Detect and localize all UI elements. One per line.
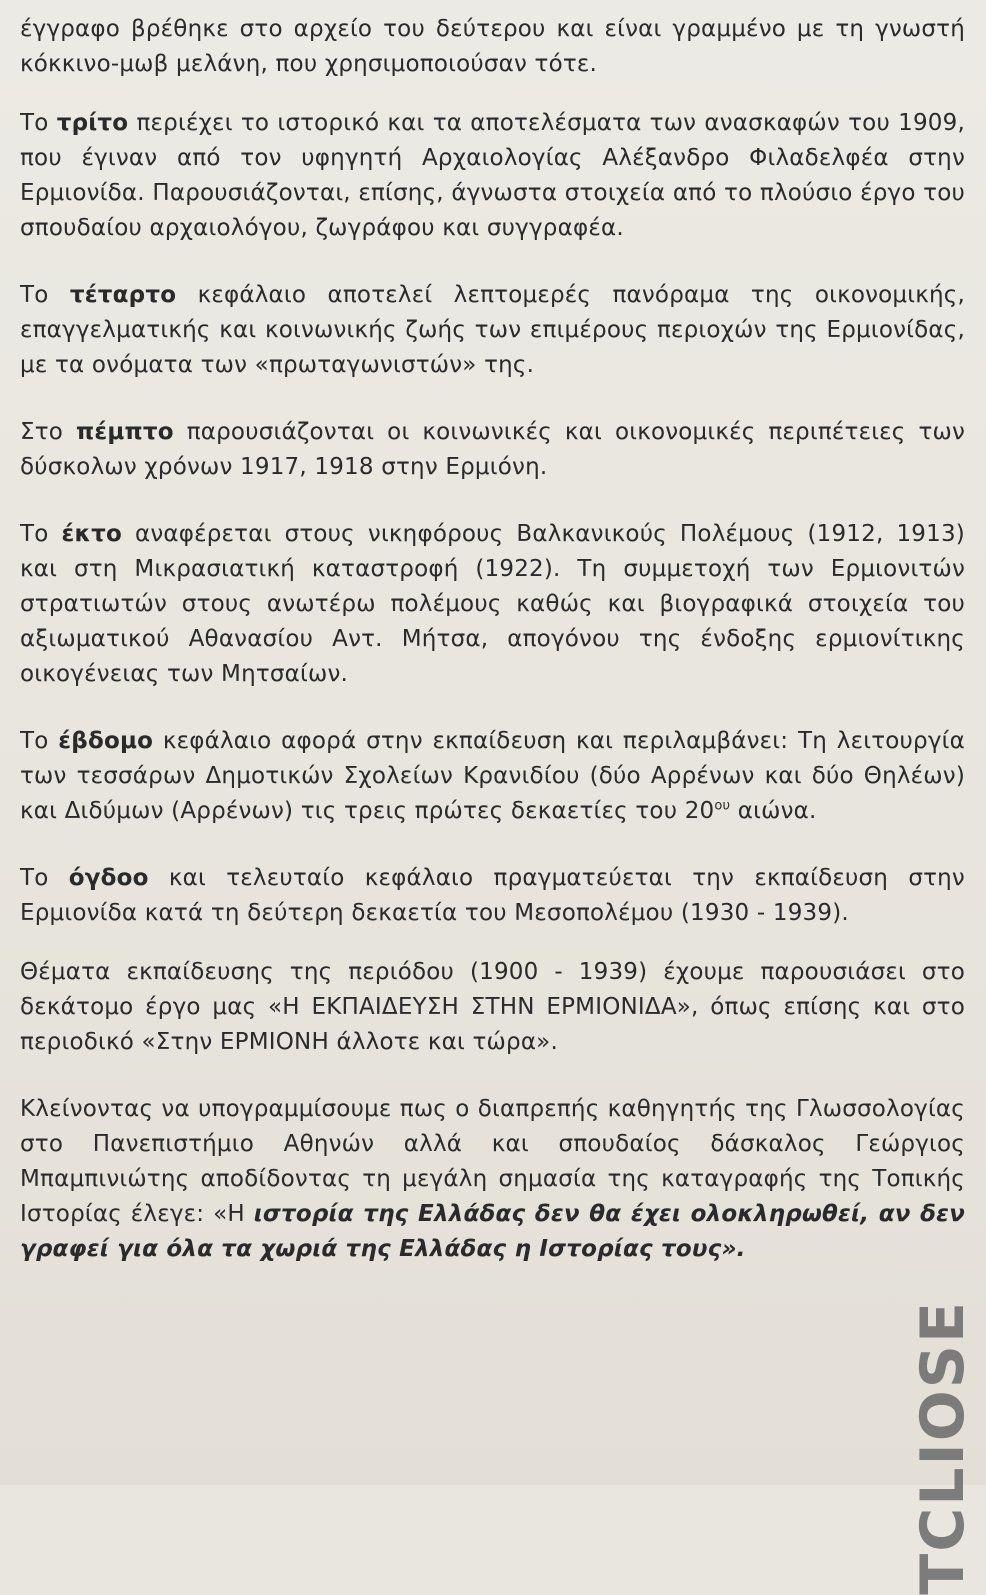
paragraph-fifth-chapter [20,415,965,485]
paragraph-third-chapter [20,106,965,246]
paragraph-prefix: Το [20,282,70,308]
paragraph-0: έγγραφο βρέθηκε στο αρχείο του δεύτερου και είναι γραμμένο με τη γνωστή κόκκινο-μωβ μελάνη, που χρησιμοποιούσαν τότε. [20,16,965,77]
paragraph-education-topics: Θέματα εκπαίδευσης της περιόδου (1900 - 1939) έχουμε παρουσιάσει στο δεκάτομο έργο μας «Η ΕΚΠΑΙΔΕΥΣΗ ΣΤΗΝ ΕΡΜΙΟΝΙΔΑ», όπως επίσης και στο περιοδικό «Στην ΕΡΜΙΟΝΗ άλλοτε και τώρα». [20,959,965,1055]
watermark-logo: TCLIOSE [908,1300,978,1595]
paragraph-body: περιέχει το ιστορικό και τα αποτελέσματα των ανασκαφών του 1909, που έγιναν από τον υφηγητή Αρχαιολογίας Αλέξανδρο Φιλαδελφέα στην Ερμιονίδα. Παρουσιάζονται, επίσης, άγνωστα στοιχεία από το πλούσιο έργο του σπουδαίου αρχαιολόγου, ζωγράφου και συγγραφέα. [20,110,965,241]
chapter-ordinal: έκτο [61,521,122,547]
paragraph-body: κεφάλαιο αποτελεί λεπτομερές πανόραμα της οικονομικής, επαγγελματικής και κοινωνικής ζωής των επιμέρους περιοχών της Ερμιονίδας, με τα ονόματα των «πρωταγωνιστών» της. [20,282,965,378]
chapter-ordinal: όγδοο [68,865,149,891]
paragraph-body: παρουσιάζονται οι κοινωνικές και οικονομικές περιπέτειες των δύσκολων χρόνων 1917, 1918 στην Ερμιόνη. [20,419,965,480]
paragraph-tail: αιώνα. [730,798,817,824]
paragraph-sixth-chapter [20,517,965,692]
ordinal-superscript: ου [714,798,731,814]
paragraph-closing [20,1092,965,1267]
chapter-ordinal: πέμπτο [75,419,174,445]
paragraph-body: και τελευταίο κεφάλαιο πραγματεύεται την εκπαίδευση στην Ερμιονίδα κατά τη δεύτερη δεκαετία του Μεσοπολέμου (1930 - 1939). [20,865,965,926]
paragraph-body: Κλείνοντας να υπογραμμίσουμε πως ο διαπρεπής καθηγητής της Γλωσσολογίας στο Πανεπιστήμιο Αθηνών αλλά και σπουδαίος δάσκαλος Γεώργιος Μπαμπινιώτης αποδίδοντας τη μεγάλη σημασία της καταγραφής της Τοπικής Ιστορίας έλεγε: «Η [20,1096,965,1227]
paragraph-prefix: Το [20,521,62,547]
paragraph-prefix: Το [20,110,57,136]
paragraph-prefix: Το [20,728,59,754]
chapter-ordinal: τρίτο [56,110,129,136]
closing-quote: ιστορία της Ελλάδας δεν θα έχει ολοκληρωθεί, αν δεν γραφεί για όλα τα χωριά της Ελλάδας η Ιστορίας τους». [20,1201,965,1262]
paragraph-eighth-chapter [20,861,965,931]
chapter-ordinal: έβδομο [58,728,154,754]
paragraph-prefix: Το [20,865,69,891]
paragraph-seventh-chapter [20,724,965,829]
paragraph-body: αναφέρεται στους νικηφόρους Βαλκανικούς Πολέμους (1912, 1913) και στη Μικρασιατική καταστροφή (1922). Τη συμμετοχή των Ερμιονιτών στρατιωτών στους ανωτέρω πολέμους καθώς και βιογραφικά στοιχεία του αξιωματικού Αθανασίου Αντ. Μήτσα, απογόνου της ένδοξης ερμιονίτικης οικογένειας των Μητσαίων. [20,521,965,687]
paragraph-body: κεφάλαιο αφορά στην εκπαίδευση και περιλαμβάνει: Τη λειτουργία των τεσσάρων Δημοτικών Σχολείων Κρανιδίου (δύο Αρρένων και δύο Θηλέων) και Διδύμων (Αρρένων) τις τρεις πρώτες δεκαετίες του 20 [20,728,965,824]
body-text [20,0,965,1267]
paragraph-fourth-chapter [20,278,965,383]
chapter-ordinal: τέταρτο [69,282,177,308]
paragraph-prefix: Στο [20,419,76,445]
